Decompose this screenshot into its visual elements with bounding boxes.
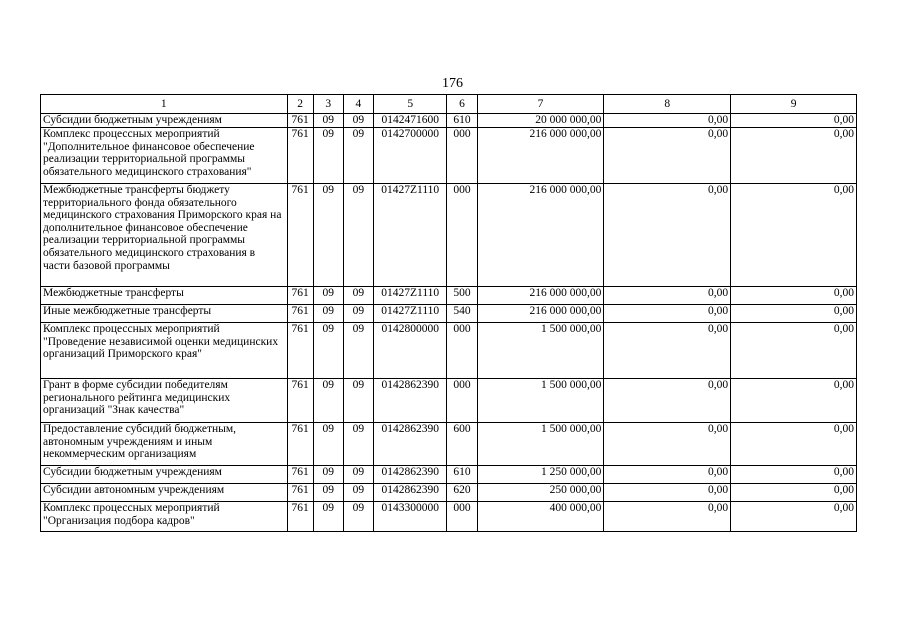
amount-col-9: 0,00 xyxy=(731,379,857,423)
table-row xyxy=(41,484,857,502)
row-name: Комплекс процессных мероприятий "Проведение независимой оценки медицинских организаций Приморского края" xyxy=(41,323,288,379)
target-article-code: 0142700000 xyxy=(374,128,447,184)
amount-col-8: 0,00 xyxy=(604,466,731,484)
table-row xyxy=(41,184,857,287)
ministry-code: 761 xyxy=(287,423,313,466)
row-name: Межбюджетные трансферты бюджету территориального фонда обязательного медицинского страхования Приморского края на дополнительное финансовое обеспечение реализации территориальной программы обязательного медицинского страхования в части базовой программы xyxy=(41,184,288,287)
amount-col-8: 0,00 xyxy=(604,323,731,379)
table-row xyxy=(41,502,857,532)
amount-col-9: 0,00 xyxy=(731,484,857,502)
target-article-code: 0143300000 xyxy=(374,502,447,532)
header-cell: 8 xyxy=(604,95,731,114)
subsection-code: 09 xyxy=(343,287,373,305)
header-cell: 6 xyxy=(447,95,477,114)
expense-type-code: 000 xyxy=(447,323,477,379)
subsection-code: 09 xyxy=(343,502,373,532)
amount-col-8: 0,00 xyxy=(604,423,731,466)
section-code: 09 xyxy=(313,287,343,305)
header-cell: 4 xyxy=(343,95,373,114)
amount-col-8: 0,00 xyxy=(604,379,731,423)
amount-col-9: 0,00 xyxy=(731,423,857,466)
target-article-code: 01427Z1110 xyxy=(374,305,447,323)
ministry-code: 761 xyxy=(287,305,313,323)
amount-col-7: 216 000 000,00 xyxy=(477,305,604,323)
row-name: Субсидии бюджетным учреждениям xyxy=(41,114,288,128)
section-code: 09 xyxy=(313,379,343,423)
expense-type-code: 500 xyxy=(447,287,477,305)
amount-col-7: 1 250 000,00 xyxy=(477,466,604,484)
amount-col-7: 216 000 000,00 xyxy=(477,128,604,184)
amount-col-8: 0,00 xyxy=(604,484,731,502)
amount-col-9: 0,00 xyxy=(731,128,857,184)
amount-col-8: 0,00 xyxy=(604,502,731,532)
amount-col-7: 250 000,00 xyxy=(477,484,604,502)
header-cell: 2 xyxy=(287,95,313,114)
amount-col-7: 216 000 000,00 xyxy=(477,287,604,305)
section-code: 09 xyxy=(313,466,343,484)
ministry-code: 761 xyxy=(287,287,313,305)
header-cell: 3 xyxy=(313,95,343,114)
header-cell: 9 xyxy=(731,95,857,114)
ministry-code: 761 xyxy=(287,466,313,484)
amount-col-9: 0,00 xyxy=(731,184,857,287)
page-number: 176 xyxy=(442,76,463,91)
amount-col-7: 1 500 000,00 xyxy=(477,379,604,423)
table-row xyxy=(41,466,857,484)
header-cell: 5 xyxy=(374,95,447,114)
amount-col-9: 0,00 xyxy=(731,502,857,532)
target-article-code: 01427Z1110 xyxy=(374,287,447,305)
amount-col-8: 0,00 xyxy=(604,287,731,305)
amount-col-8: 0,00 xyxy=(604,184,731,287)
row-name: Межбюджетные трансферты xyxy=(41,287,288,305)
section-code: 09 xyxy=(313,114,343,128)
amount-col-9: 0,00 xyxy=(731,305,857,323)
header-cell: 1 xyxy=(41,95,288,114)
section-code: 09 xyxy=(313,305,343,323)
row-name: Субсидии автономным учреждениям xyxy=(41,484,288,502)
subsection-code: 09 xyxy=(343,423,373,466)
amount-col-7: 20 000 000,00 xyxy=(477,114,604,128)
expense-type-code: 600 xyxy=(447,423,477,466)
expense-type-code: 610 xyxy=(447,466,477,484)
table-row xyxy=(41,379,857,423)
row-name: Предоставление субсидий бюджетным, автономным учреждениям и иным некоммерческим организациям xyxy=(41,423,288,466)
expense-type-code: 000 xyxy=(447,184,477,287)
table-row xyxy=(41,305,857,323)
header-row xyxy=(41,95,857,114)
amount-col-9: 0,00 xyxy=(731,287,857,305)
expense-type-code: 610 xyxy=(447,114,477,128)
amount-col-8: 0,00 xyxy=(604,114,731,128)
section-code: 09 xyxy=(313,502,343,532)
row-name: Комплекс процессных мероприятий "Организация подбора кадров" xyxy=(41,502,288,532)
budget-table xyxy=(40,94,857,532)
target-article-code: 0142862390 xyxy=(374,484,447,502)
amount-col-8: 0,00 xyxy=(604,305,731,323)
target-article-code: 0142862390 xyxy=(374,466,447,484)
table-row xyxy=(41,287,857,305)
header-cell: 7 xyxy=(477,95,604,114)
section-code: 09 xyxy=(313,128,343,184)
amount-col-9: 0,00 xyxy=(731,323,857,379)
subsection-code: 09 xyxy=(343,466,373,484)
expense-type-code: 000 xyxy=(447,128,477,184)
row-name: Иные межбюджетные трансферты xyxy=(41,305,288,323)
amount-col-9: 0,00 xyxy=(731,114,857,128)
ministry-code: 761 xyxy=(287,323,313,379)
subsection-code: 09 xyxy=(343,484,373,502)
table-row xyxy=(41,323,857,379)
section-code: 09 xyxy=(313,423,343,466)
row-name: Субсидии бюджетным учреждениям xyxy=(41,466,288,484)
expense-type-code: 000 xyxy=(447,379,477,423)
table-row xyxy=(41,128,857,184)
amount-col-7: 1 500 000,00 xyxy=(477,323,604,379)
target-article-code: 01427Z1110 xyxy=(374,184,447,287)
section-code: 09 xyxy=(313,323,343,379)
row-name: Грант в форме субсидии победителям регионального рейтинга медицинских организаций "Знак качества" xyxy=(41,379,288,423)
amount-col-7: 400 000,00 xyxy=(477,502,604,532)
amount-col-7: 1 500 000,00 xyxy=(477,423,604,466)
amount-col-8: 0,00 xyxy=(604,128,731,184)
subsection-code: 09 xyxy=(343,184,373,287)
subsection-code: 09 xyxy=(343,379,373,423)
subsection-code: 09 xyxy=(343,323,373,379)
target-article-code: 0142471600 xyxy=(374,114,447,128)
section-code: 09 xyxy=(313,184,343,287)
ministry-code: 761 xyxy=(287,379,313,423)
ministry-code: 761 xyxy=(287,128,313,184)
subsection-code: 09 xyxy=(343,128,373,184)
subsection-code: 09 xyxy=(343,114,373,128)
ministry-code: 761 xyxy=(287,484,313,502)
row-name: Комплекс процессных мероприятий "Дополнительное финансовое обеспечение реализации территориальной программы обязательного медицинского страхования" xyxy=(41,128,288,184)
section-code: 09 xyxy=(313,484,343,502)
target-article-code: 0142862390 xyxy=(374,423,447,466)
table-row xyxy=(41,114,857,128)
amount-col-7: 216 000 000,00 xyxy=(477,184,604,287)
expense-type-code: 540 xyxy=(447,305,477,323)
target-article-code: 0142800000 xyxy=(374,323,447,379)
target-article-code: 0142862390 xyxy=(374,379,447,423)
table-row xyxy=(41,423,857,466)
expense-type-code: 000 xyxy=(447,502,477,532)
amount-col-9: 0,00 xyxy=(731,466,857,484)
ministry-code: 761 xyxy=(287,184,313,287)
expense-type-code: 620 xyxy=(447,484,477,502)
subsection-code: 09 xyxy=(343,305,373,323)
ministry-code: 761 xyxy=(287,114,313,128)
ministry-code: 761 xyxy=(287,502,313,532)
